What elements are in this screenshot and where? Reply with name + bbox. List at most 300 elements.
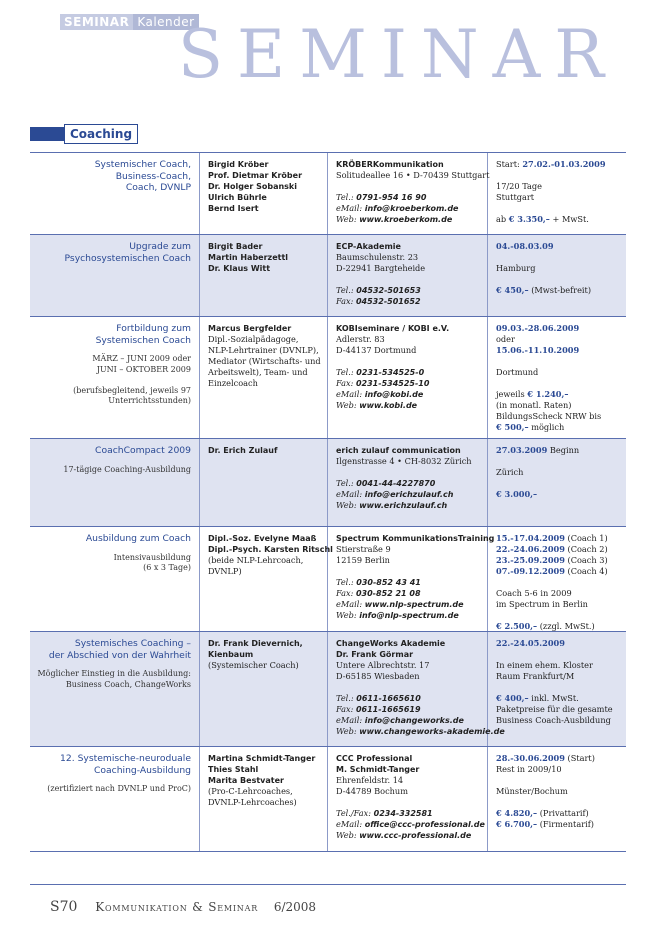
- table-row: [30, 438, 626, 526]
- trainer-note: (beide NLP-Lehrcoach,: [208, 555, 304, 565]
- date-price-line: [496, 693, 622, 704]
- course-title: Coaching-Ausbildung: [93, 764, 191, 776]
- spacer: [336, 467, 481, 478]
- date-price-line: [496, 181, 622, 192]
- spacer: [336, 566, 481, 577]
- spacer: [336, 274, 481, 285]
- date-price-text: oder: [496, 334, 515, 344]
- date-price-line: [496, 588, 622, 599]
- trainer-note: (Pro-C-Lehrcoaches,: [208, 786, 293, 796]
- contact-value: 0611-1665619: [355, 705, 421, 714]
- header-tag-seminar: SEMINAR: [60, 14, 133, 30]
- provider-contact-line: [336, 285, 481, 296]
- contact-label: Fax:: [336, 588, 356, 598]
- contact-label: eMail:: [336, 715, 365, 725]
- spacer: [336, 682, 481, 693]
- contact-label: Tel.:: [336, 367, 357, 377]
- provider-contact-line: [336, 378, 481, 389]
- trainer-cell: [200, 632, 328, 746]
- course-subtitle-line: JUNI – OKTOBER 2009: [96, 364, 191, 374]
- course-cell: [30, 747, 200, 851]
- provider-cell: [328, 632, 505, 746]
- course-subtitle-line: (berufsbegleitend, jeweils 97: [73, 385, 191, 395]
- table-row: [30, 746, 626, 852]
- issue-number: 6/2008: [273, 900, 317, 914]
- contact-label: Tel.:: [336, 693, 357, 703]
- contact-value: 0234-332581: [373, 809, 433, 818]
- course-cell: [30, 153, 200, 234]
- course-title: Business-Coach,: [115, 170, 191, 182]
- spacer: [336, 181, 481, 192]
- trainer-name: Dr. Erich Zulauf: [208, 446, 278, 455]
- trainer-cell: [200, 439, 328, 526]
- date-price-line: [496, 378, 622, 389]
- date-price-line: [496, 610, 622, 621]
- date-price-line: [496, 445, 622, 456]
- footer-text: [50, 899, 316, 915]
- contact-value: info@kroeberkom.de: [364, 204, 459, 213]
- trainer-note: (Systemischer Coach): [208, 660, 299, 670]
- date-price-highlight: 27.02.-01.03.2009: [522, 159, 606, 169]
- date-price-cell: [488, 235, 626, 316]
- trainer-note: Arbeitswelt), Team- und: [208, 367, 308, 377]
- date-price-line: [496, 555, 622, 566]
- provider-name: erich zulauf communication: [336, 446, 461, 455]
- provider-contact-line: [336, 808, 481, 819]
- trainer-name: Martina Schmidt-Tanger: [208, 754, 316, 763]
- contact-label: Tel.:: [336, 478, 357, 488]
- date-price-line: [496, 241, 622, 252]
- date-price-line: [496, 356, 622, 367]
- date-price-highlight: 04.-08.03.09: [496, 241, 554, 251]
- trainer-name: Marita Bestvater: [208, 776, 284, 785]
- course-title: Coach, DVNLP: [125, 182, 191, 193]
- contact-label: Fax:: [336, 296, 356, 306]
- provider-name: Spectrum KommunikationsTraining: [336, 534, 495, 543]
- contact-value: 030-852 43 41: [356, 578, 421, 587]
- date-price-suffix: (Coach 2): [564, 544, 608, 554]
- footer: [30, 884, 626, 915]
- date-price-line: [496, 544, 622, 555]
- course-title: Systemischer Coach,: [94, 159, 191, 170]
- date-price-line: [496, 671, 622, 682]
- contact-value: info@kobi.de: [364, 390, 424, 399]
- provider-contact-line: [336, 389, 481, 400]
- contact-value: info@erichzulauf.ch: [364, 490, 454, 499]
- course-subtitle-line: (zertifiziert nach DVNLP und ProC): [47, 784, 191, 793]
- date-price-line: [496, 533, 622, 544]
- course-subtitle-line: Möglicher Einstieg in die Ausbildung:: [37, 669, 191, 678]
- provider-contact-line: [336, 192, 481, 203]
- date-price-suffix: (zzgl. MwSt.): [537, 621, 595, 631]
- date-price-highlight: 22.-24.06.2009: [496, 544, 565, 554]
- provider-cell: [328, 235, 488, 316]
- provider-address: Ilgenstrasse 4 • CH-8032 Zürich: [336, 456, 472, 466]
- date-price-line: [496, 389, 622, 400]
- trainer-note: Mediator (Wirtschafts- und: [208, 356, 321, 366]
- provider-contact-person: Dr. Frank Görmar: [336, 650, 414, 659]
- trainer-name: Dr. Holger Sobanski: [208, 182, 297, 191]
- section-heading-label: Coaching: [64, 124, 138, 144]
- course-title: Systemisches Coaching –: [74, 638, 191, 649]
- provider-address: D-65185 Wiesbaden: [336, 671, 420, 681]
- date-price-line: [496, 660, 622, 671]
- contact-label: eMail:: [336, 489, 365, 499]
- contact-value: 04532-501653: [356, 286, 421, 295]
- contact-label: Tel.:: [336, 577, 357, 587]
- contact-value: www.kobi.de: [359, 401, 418, 410]
- date-price-highlight: 28.-30.06.2009: [496, 753, 565, 763]
- trainer-cell: [200, 747, 328, 851]
- contact-value: office@ccc-professional.de: [364, 820, 485, 829]
- date-price-suffix: Beginn: [547, 445, 580, 455]
- trainer-name: Dr. Klaus Witt: [208, 264, 271, 273]
- date-price-text: Coach 5-6 in 2009: [496, 588, 572, 598]
- contact-label: Web:: [336, 214, 360, 224]
- contact-value: 0041-44-4227870: [356, 479, 436, 488]
- table-row: [30, 152, 626, 234]
- trainer-name: Birgit Bader: [208, 242, 263, 251]
- date-price-highlight: € 3.000,–: [496, 489, 538, 499]
- contact-value: 030-852 21 08: [355, 589, 421, 598]
- contact-label: Web:: [336, 726, 360, 736]
- course-cell: [30, 632, 200, 746]
- provider-contact-person: M. Schmidt-Tanger: [336, 765, 420, 774]
- date-price-highlight: € 4.820,–: [496, 808, 538, 818]
- provider-cell: [328, 439, 488, 526]
- date-price-text: ab: [496, 214, 509, 224]
- provider-name: CCC Professional: [336, 754, 413, 763]
- provider-address: Stierstraße 9: [336, 544, 391, 554]
- date-price-suffix: (Privattarif): [537, 808, 589, 818]
- course-subtitle-line: Unterrichtsstunden): [108, 396, 191, 405]
- section-heading: [30, 124, 138, 144]
- provider-cell: [328, 317, 488, 438]
- course-title: Systemischen Coach: [95, 334, 191, 346]
- trainer-cell: [200, 235, 328, 316]
- date-price-highlight: 07.-09.12.2009: [496, 566, 565, 576]
- contact-label: Web:: [336, 610, 360, 620]
- contact-value: info@changeworks.de: [364, 716, 464, 725]
- contact-label: Fax:: [336, 378, 356, 388]
- provider-contact-line: [336, 830, 481, 841]
- date-price-line: [496, 456, 622, 467]
- course-title: Psychosystemischen Coach: [64, 252, 191, 264]
- date-price-line: [496, 478, 622, 489]
- spacer: [336, 356, 481, 367]
- date-price-highlight: 22.-24.05.2009: [496, 638, 565, 648]
- trainer-name: Dr. Frank Dievernich,: [208, 639, 303, 648]
- date-price-text: im Spectrum in Berlin: [496, 599, 588, 609]
- provider-address: D-44137 Dortmund: [336, 345, 417, 355]
- provider-contact-line: [336, 726, 505, 737]
- date-price-line: [496, 411, 622, 422]
- provider-contact-line: [336, 610, 481, 621]
- date-price-line: [496, 159, 622, 170]
- date-price-line: [496, 753, 622, 764]
- date-price-cell: [488, 527, 626, 631]
- contact-label: Web:: [336, 500, 360, 510]
- trainer-name: Dipl.-Soz. Evelyne Maaß: [208, 534, 317, 543]
- provider-contact-line: [336, 588, 481, 599]
- date-price-line: [496, 192, 622, 203]
- date-price-text: BildungsScheck NRW bis: [496, 411, 602, 421]
- date-price-text: (in monatl. Raten): [496, 400, 572, 410]
- provider-address: D-22941 Bargteheide: [336, 263, 426, 273]
- provider-name: ECP-Akademie: [336, 242, 401, 251]
- date-price-line: [496, 577, 622, 588]
- date-price-cell: [488, 747, 626, 851]
- provider-contact-line: [336, 819, 485, 830]
- course-subtitle-line: Business Coach, ChangeWorks: [65, 679, 191, 689]
- trainer-cell: [200, 317, 328, 438]
- date-price-highlight: € 450,–: [496, 285, 529, 295]
- course-title: Fortbildung zum: [116, 323, 191, 334]
- provider-contact-line: [336, 367, 481, 378]
- date-price-text: Stuttgart: [496, 192, 535, 202]
- provider-contact-line: [336, 599, 481, 610]
- course-subtitle-line: [34, 375, 191, 386]
- date-price-line: [496, 323, 622, 334]
- section-heading-bar: [30, 127, 64, 141]
- seminar-table: [30, 152, 626, 852]
- contact-label: Web:: [336, 400, 360, 410]
- contact-label: Tel.:: [336, 285, 357, 295]
- provider-name: ChangeWorks Akademie: [336, 639, 446, 648]
- trainer-name: Martin Haberzettl: [208, 253, 289, 262]
- date-price-text: In einem ehem. Kloster: [496, 660, 593, 670]
- trainer-note: DVNLP): [208, 566, 242, 576]
- provider-contact-line: [336, 693, 481, 704]
- course-subtitle: [34, 465, 191, 476]
- trainer-name: Dipl.-Psych. Karsten Ritschl: [208, 545, 333, 554]
- course-title: Ausbildung zum Coach: [85, 533, 191, 544]
- provider-contact-line: [336, 577, 481, 588]
- trainer-note: Einzelcoach: [208, 378, 258, 388]
- course-cell: [30, 235, 200, 316]
- date-price-line: [496, 334, 622, 345]
- table-row: [30, 631, 626, 746]
- provider-address: Adlerstr. 83: [336, 334, 385, 344]
- date-price-suffix: (Firmentarif): [537, 819, 594, 829]
- provider-contact-line: [336, 478, 481, 489]
- course-title: der Abschied von der Wahrheit: [48, 649, 191, 661]
- date-price-cell: [488, 632, 626, 746]
- date-price-line: [496, 808, 622, 819]
- provider-cell: [328, 153, 488, 234]
- date-price-line: [496, 345, 622, 356]
- date-price-line: [496, 786, 622, 797]
- contact-label: Tel./Fax:: [336, 808, 374, 818]
- provider-contact-line: [336, 296, 481, 307]
- contact-label: Fax:: [336, 704, 356, 714]
- course-subtitle-line: 17-tägige Coaching-Ausbildung: [63, 464, 191, 474]
- trainer-note: NLP-Lehrtrainer (DVNLP),: [208, 345, 319, 355]
- date-price-line: [496, 467, 622, 478]
- provider-address: Solitudeallee 16 • D-70439 Stuttgart: [336, 170, 490, 180]
- date-price-line: [496, 285, 622, 296]
- contact-value: 0231-534525-0: [356, 368, 425, 377]
- trainer-name: Ulrich Bührle: [208, 193, 267, 202]
- date-price-line: [496, 599, 622, 610]
- date-price-text: jeweils: [496, 389, 528, 399]
- date-price-highlight: € 1.240,–: [527, 389, 569, 399]
- date-price-line: [496, 489, 622, 500]
- trainer-name: Birgid Kröber: [208, 160, 269, 169]
- provider-address: Ehrenfeldstr. 14: [336, 775, 404, 785]
- date-price-line: [496, 638, 622, 649]
- date-price-line: [496, 797, 622, 808]
- date-price-cell: [488, 317, 626, 438]
- contact-label: Web:: [336, 830, 360, 840]
- course-subtitle: [34, 784, 191, 795]
- contact-label: eMail:: [336, 819, 365, 829]
- course-title: 12. Systemische-neuroduale: [60, 753, 191, 764]
- provider-contact-line: [336, 500, 481, 511]
- spacer: [336, 797, 481, 808]
- date-price-highlight: € 2.500,–: [496, 621, 538, 631]
- date-price-text: Business Coach-Ausbildung: [496, 715, 611, 725]
- course-subtitle-line: (6 x 3 Tage): [143, 563, 191, 572]
- course-title: CoachCompact 2009: [95, 445, 191, 456]
- date-price-line: [496, 715, 622, 726]
- date-price-highlight: 15.06.-11.10.2009: [496, 345, 580, 355]
- date-price-text: Zürich: [496, 467, 524, 477]
- date-price-line: [496, 263, 622, 274]
- contact-value: www.changeworks-akademie.de: [359, 727, 505, 736]
- contact-value: 04532-501652: [355, 297, 421, 306]
- magazine-name: Kommunikation & Seminar: [95, 900, 259, 914]
- date-price-suffix: (Coach 3): [564, 555, 608, 565]
- contact-value: 0791-954 16 90: [356, 193, 427, 202]
- date-price-line: [496, 764, 622, 775]
- course-title: Upgrade zum: [129, 241, 191, 252]
- table-row: [30, 234, 626, 316]
- trainer-name: Marcus Bergfelder: [208, 324, 292, 333]
- course-subtitle: [34, 553, 191, 574]
- date-price-line: [496, 649, 622, 660]
- date-price-highlight: € 6.700,–: [496, 819, 538, 829]
- date-price-text: Hamburg: [496, 263, 536, 273]
- date-price-suffix: (Coach 1): [564, 533, 608, 543]
- contact-value: www.nlp-spectrum.de: [364, 600, 464, 609]
- course-subtitle: [34, 354, 191, 407]
- provider-contact-line: [336, 715, 481, 726]
- contact-label: eMail:: [336, 203, 365, 213]
- date-price-line: [496, 274, 622, 285]
- page-number: S70: [50, 899, 78, 915]
- provider-name: KOBIseminare / KOBI e.V.: [336, 324, 450, 333]
- date-price-text: Dortmund: [496, 367, 539, 377]
- trainer-name: Bernd Isert: [208, 204, 259, 213]
- contact-value: www.ccc-professional.de: [359, 831, 472, 840]
- date-price-text: Münster/Bochum: [496, 786, 568, 796]
- date-price-highlight: € 400,–: [496, 693, 529, 703]
- contact-value: 0231-534525-10: [355, 379, 430, 388]
- provider-address: Baumschulenstr. 23: [336, 252, 419, 262]
- date-price-suffix: + MwSt.: [549, 214, 589, 224]
- trainer-name: Kienbaum: [208, 650, 254, 659]
- provider-cell: [328, 747, 488, 851]
- provider-cell: [328, 527, 495, 631]
- provider-contact-line: [336, 203, 481, 214]
- course-cell: [30, 317, 200, 438]
- provider-address: Untere Albrechtstr. 17: [336, 660, 430, 670]
- contact-label: eMail:: [336, 389, 365, 399]
- date-price-suffix: (Coach 4): [564, 566, 608, 576]
- date-price-line: [496, 367, 622, 378]
- contact-value: www.erichzulauf.ch: [359, 501, 448, 510]
- provider-contact-line: [336, 400, 481, 411]
- contact-value: info@nlp-spectrum.de: [359, 611, 459, 620]
- date-price-line: [496, 214, 622, 225]
- date-price-line: [496, 422, 622, 433]
- date-price-text: 17/20 Tage: [496, 181, 542, 191]
- date-price-suffix: inkl. MwSt.: [528, 693, 579, 703]
- date-price-highlight: € 500,–: [496, 422, 529, 432]
- course-subtitle-line: MÄRZ – JUNI 2009 oder: [92, 354, 191, 363]
- date-price-line: [496, 682, 622, 693]
- contact-label: Tel.:: [336, 192, 357, 202]
- date-price-highlight: 09.03.-28.06.2009: [496, 323, 580, 333]
- date-price-highlight: 15.-17.04.2009: [496, 533, 565, 543]
- course-cell: [30, 527, 200, 631]
- provider-contact-line: [336, 704, 481, 715]
- date-price-suffix: möglich: [528, 422, 565, 432]
- table-row: [30, 526, 626, 631]
- course-cell: [30, 439, 200, 526]
- trainer-name: Thies Stahl: [208, 765, 259, 774]
- date-price-cell: [488, 439, 626, 526]
- date-price-line: [496, 704, 622, 715]
- header-tag-kalender: Kalender: [133, 14, 198, 30]
- date-price-suffix: (Start): [564, 753, 595, 763]
- date-price-line: [496, 819, 622, 830]
- provider-name: KRÖBERKommunikation: [336, 160, 444, 169]
- provider-contact-line: [336, 489, 481, 500]
- date-price-line: [496, 775, 622, 786]
- provider-address: D-44789 Bochum: [336, 786, 408, 796]
- date-price-line: [496, 203, 622, 214]
- date-price-text: Rest in 2009/10: [496, 764, 562, 774]
- date-price-cell: [488, 153, 626, 234]
- table-row: [30, 316, 626, 438]
- date-price-highlight: € 3.350,–: [508, 214, 550, 224]
- date-price-suffix: (Mwst-befreit): [528, 285, 592, 295]
- date-price-highlight: 23.-25.09.2009: [496, 555, 565, 565]
- date-price-highlight: 27.03.2009: [496, 445, 548, 455]
- trainer-cell: [200, 153, 328, 234]
- course-subtitle-line: Intensivausbildung: [113, 552, 191, 562]
- course-subtitle: [34, 669, 191, 690]
- date-price-text: Paketpreise für die gesamte: [496, 704, 613, 714]
- date-price-text: Start:: [496, 159, 523, 169]
- provider-address: 12159 Berlin: [336, 555, 390, 565]
- date-price-line: [496, 400, 622, 411]
- trainer-cell: [200, 527, 333, 631]
- provider-contact-line: [336, 214, 481, 225]
- page-title: SEMINAR: [177, 16, 618, 93]
- date-price-line: [496, 252, 622, 263]
- trainer-note: DVNLP-Lehrcoaches): [208, 797, 297, 807]
- trainer-name: Prof. Dietmar Kröber: [208, 171, 303, 180]
- date-price-text: Raum Frankfurt/M: [496, 671, 575, 681]
- contact-value: 0611-1665610: [356, 694, 421, 703]
- date-price-line: [496, 566, 622, 577]
- contact-value: www.kroeberkom.de: [359, 215, 453, 224]
- trainer-note: Dipl.-Sozialpädagoge,: [208, 334, 299, 344]
- contact-label: eMail:: [336, 599, 365, 609]
